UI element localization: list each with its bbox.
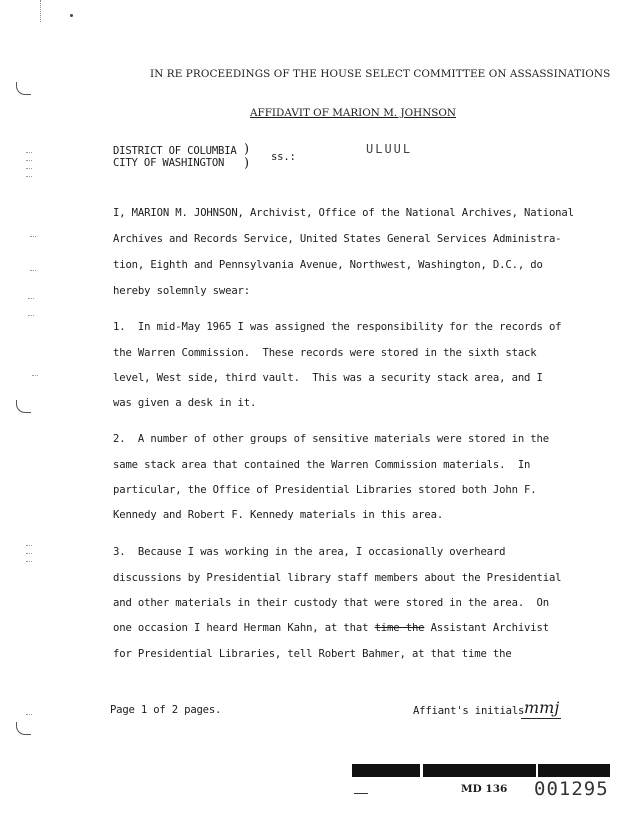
margin-dot-mark bbox=[30, 236, 36, 237]
margin-dot-mark bbox=[30, 270, 36, 271]
page-count: Page 1 of 2 pages. bbox=[110, 704, 222, 716]
binding-curl-mark bbox=[16, 722, 31, 735]
margin-dot-mark bbox=[26, 152, 32, 153]
initials-signature: mmj bbox=[524, 698, 560, 717]
md-number: MD 136 bbox=[461, 783, 508, 795]
para1-line: level, West side, third vault. This was a security stack area, and I bbox=[113, 372, 543, 384]
redaction-bar-gap bbox=[536, 764, 538, 777]
small-dash-mark bbox=[354, 793, 368, 794]
binding-curl-mark bbox=[16, 82, 31, 95]
binding-curl-mark bbox=[16, 400, 31, 413]
margin-dot-mark bbox=[26, 714, 32, 715]
para3-line-head: one occasion I heard Herman Kahn, at that bbox=[113, 622, 375, 634]
para2-line: 2. A number of other groups of sensitive materials were stored in the bbox=[113, 433, 549, 445]
para1-line: the Warren Commission. These records were stored in the sixth stack bbox=[113, 347, 537, 359]
para3-line-tail: Assistant Archivist bbox=[424, 622, 549, 634]
intro-line: I, MARION M. JOHNSON, Archivist, Office of the National Archives, National bbox=[113, 207, 574, 219]
margin-dot-mark bbox=[26, 553, 32, 554]
proceedings-heading: IN RE PROCEEDINGS OF THE HOUSE SELECT COMMITTEE ON ASSASSINATIONS bbox=[150, 68, 611, 80]
redaction-bar bbox=[352, 764, 610, 777]
para2-line: Kennedy and Robert F. Kennedy materials in this area. bbox=[113, 509, 444, 521]
document-serial-number: 001295 bbox=[534, 778, 609, 800]
para3-line: 3. Because I was working in the area, I occasionally overheard bbox=[113, 546, 506, 558]
margin-dot-mark bbox=[26, 176, 32, 177]
affidavit-title: AFFIDAVIT OF MARION M. JOHNSON bbox=[250, 107, 457, 119]
initials-rule bbox=[521, 718, 561, 719]
para2-line: same stack area that contained the Warren Commission materials. In bbox=[113, 459, 531, 471]
redaction-bar-gap bbox=[420, 764, 423, 777]
intro-line: tion, Eighth and Pennsylvania Avenue, Northwest, Washington, D.C., do bbox=[113, 259, 543, 271]
para3-line bbox=[113, 622, 549, 634]
para3-line: for Presidential Libraries, tell Robert Bahmer, at that time the bbox=[113, 648, 512, 660]
margin-dot-mark bbox=[26, 545, 32, 546]
top-scan-speck bbox=[70, 14, 73, 17]
para2-line: particular, the Office of Presidential Libraries stored both John F. bbox=[113, 484, 537, 496]
struck-text: time the bbox=[374, 622, 425, 634]
margin-dot-mark bbox=[26, 561, 32, 562]
ss-marker: ss.: bbox=[271, 151, 296, 163]
top-left-scan-speck bbox=[40, 0, 42, 22]
venue-city: CITY OF WASHINGTON bbox=[113, 157, 225, 169]
margin-dot-mark bbox=[28, 315, 34, 316]
venue-district: DISTRICT OF COLUMBIA bbox=[113, 145, 237, 157]
para3-line: discussions by Presidential library staff members about the Presidential bbox=[113, 572, 562, 584]
para1-line: 1. In mid-May 1965 I was assigned the responsibility for the records of bbox=[113, 321, 562, 333]
margin-dot-mark bbox=[26, 168, 32, 169]
para3-line: and other materials in their custody that were stored in the area. On bbox=[113, 597, 549, 609]
margin-dot-mark bbox=[28, 298, 34, 299]
margin-dot-mark bbox=[26, 160, 32, 161]
initials-label: Affiant's initials bbox=[413, 705, 525, 717]
intro-line: Archives and Records Service, United States General Services Administra- bbox=[113, 233, 562, 245]
margin-dot-mark bbox=[32, 375, 38, 376]
para1-line: was given a desk in it. bbox=[113, 397, 257, 409]
venue-brace: ) bbox=[244, 142, 250, 157]
venue-brace: ) bbox=[244, 156, 250, 171]
intro-line: hereby solemnly swear: bbox=[113, 285, 251, 297]
partial-stamp: ULUUL bbox=[366, 142, 413, 156]
